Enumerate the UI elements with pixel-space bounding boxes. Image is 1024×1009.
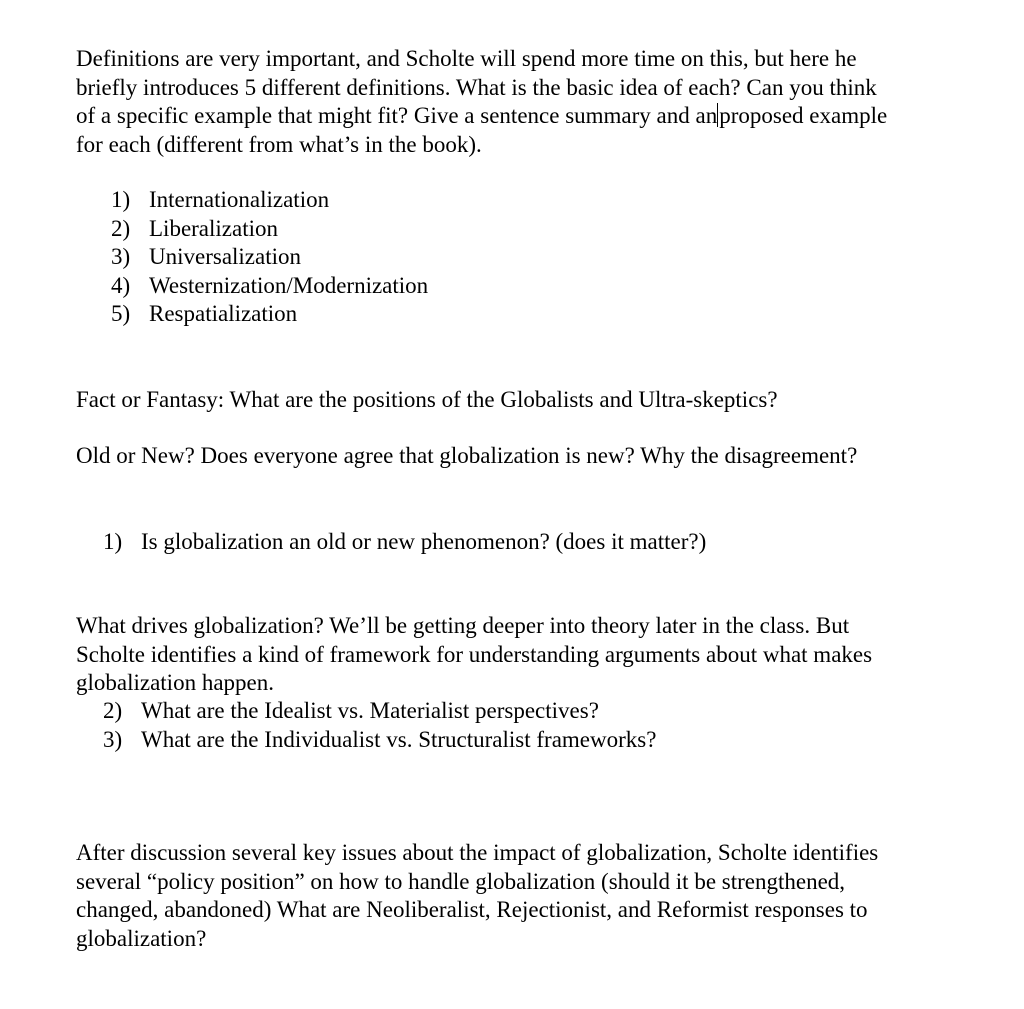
list-item bbox=[111, 186, 428, 215]
definitions-line-1: Definitions are very important, and Scholte will spend more time on this, but here he bbox=[76, 46, 857, 71]
list-item bbox=[103, 528, 706, 557]
list-number: 1) bbox=[111, 187, 131, 212]
fact-or-fantasy-paragraph bbox=[76, 386, 966, 415]
old-or-new-text: Old or New? Does everyone agree that globalization is new? Why the disagreement? bbox=[76, 443, 858, 468]
list-number: 3) bbox=[111, 244, 131, 269]
definitions-list bbox=[111, 186, 428, 329]
definitions-line-2: briefly introduces 5 different definitions. What is the basic idea of each? Can you think bbox=[76, 74, 877, 100]
definitions-line-4: for each (different from what’s in the book). bbox=[76, 131, 482, 157]
drivers-line-2: Scholte identifies a kind of framework for understanding arguments about what makes bbox=[76, 641, 873, 667]
policy-line-3: changed, abandoned) What are Neoliberalist, Rejectionist, and Reformist responses to bbox=[76, 897, 868, 922]
list-label: Is globalization an old or new phenomenon? (does it matter?) bbox=[141, 529, 707, 554]
list-number: 2) bbox=[111, 215, 131, 241]
drivers-line-3: globalization happen. bbox=[76, 670, 274, 695]
list-number: 2) bbox=[103, 698, 123, 723]
policy-paragraph bbox=[76, 839, 966, 953]
policy-line-2: several “policy position” on how to handle globalization (should it be strengthened, bbox=[76, 868, 846, 894]
list-label: What are the Idealist vs. Materialist perspectives? bbox=[141, 698, 599, 723]
policy-line-4: globalization? bbox=[76, 925, 207, 951]
list-item bbox=[103, 697, 656, 726]
list-item bbox=[103, 726, 656, 755]
list-label: Internationalization bbox=[149, 187, 330, 212]
list-label: Westernization/Modernization bbox=[149, 272, 429, 298]
list-label: Liberalization bbox=[149, 215, 278, 241]
list-number: 1) bbox=[103, 529, 123, 554]
list-number: 4) bbox=[111, 272, 131, 298]
list-item bbox=[111, 300, 428, 329]
list-item bbox=[111, 215, 428, 244]
drivers-line-1: What drives globalization? We’ll be getting deeper into theory later in the class. But bbox=[76, 613, 850, 638]
list-number: 5) bbox=[111, 301, 131, 326]
definitions-line-3-tail: proposed example bbox=[719, 103, 888, 128]
definitions-line-3 bbox=[76, 102, 966, 131]
list-label: Respatialization bbox=[149, 301, 298, 326]
list-number: 3) bbox=[103, 726, 123, 752]
list-label: Universalization bbox=[149, 244, 302, 269]
fact-or-fantasy-text: Fact or Fantasy: What are the positions of the Globalists and Ultra-skeptics? bbox=[76, 387, 778, 412]
definitions-paragraph bbox=[76, 45, 966, 159]
old-or-new-list bbox=[103, 528, 706, 557]
list-item bbox=[111, 243, 428, 272]
policy-line-1: After discussion several key issues about the impact of globalization, Scholte identifies bbox=[76, 840, 879, 865]
drivers-list bbox=[103, 697, 656, 754]
list-item bbox=[111, 272, 428, 301]
definitions-line-3-text: of a specific example that might fit? Give a sentence summary and an bbox=[76, 103, 718, 128]
list-label: What are the Individualist vs. Structuralist frameworks? bbox=[141, 726, 657, 752]
drivers-paragraph bbox=[76, 612, 966, 698]
old-or-new-paragraph bbox=[76, 442, 966, 471]
